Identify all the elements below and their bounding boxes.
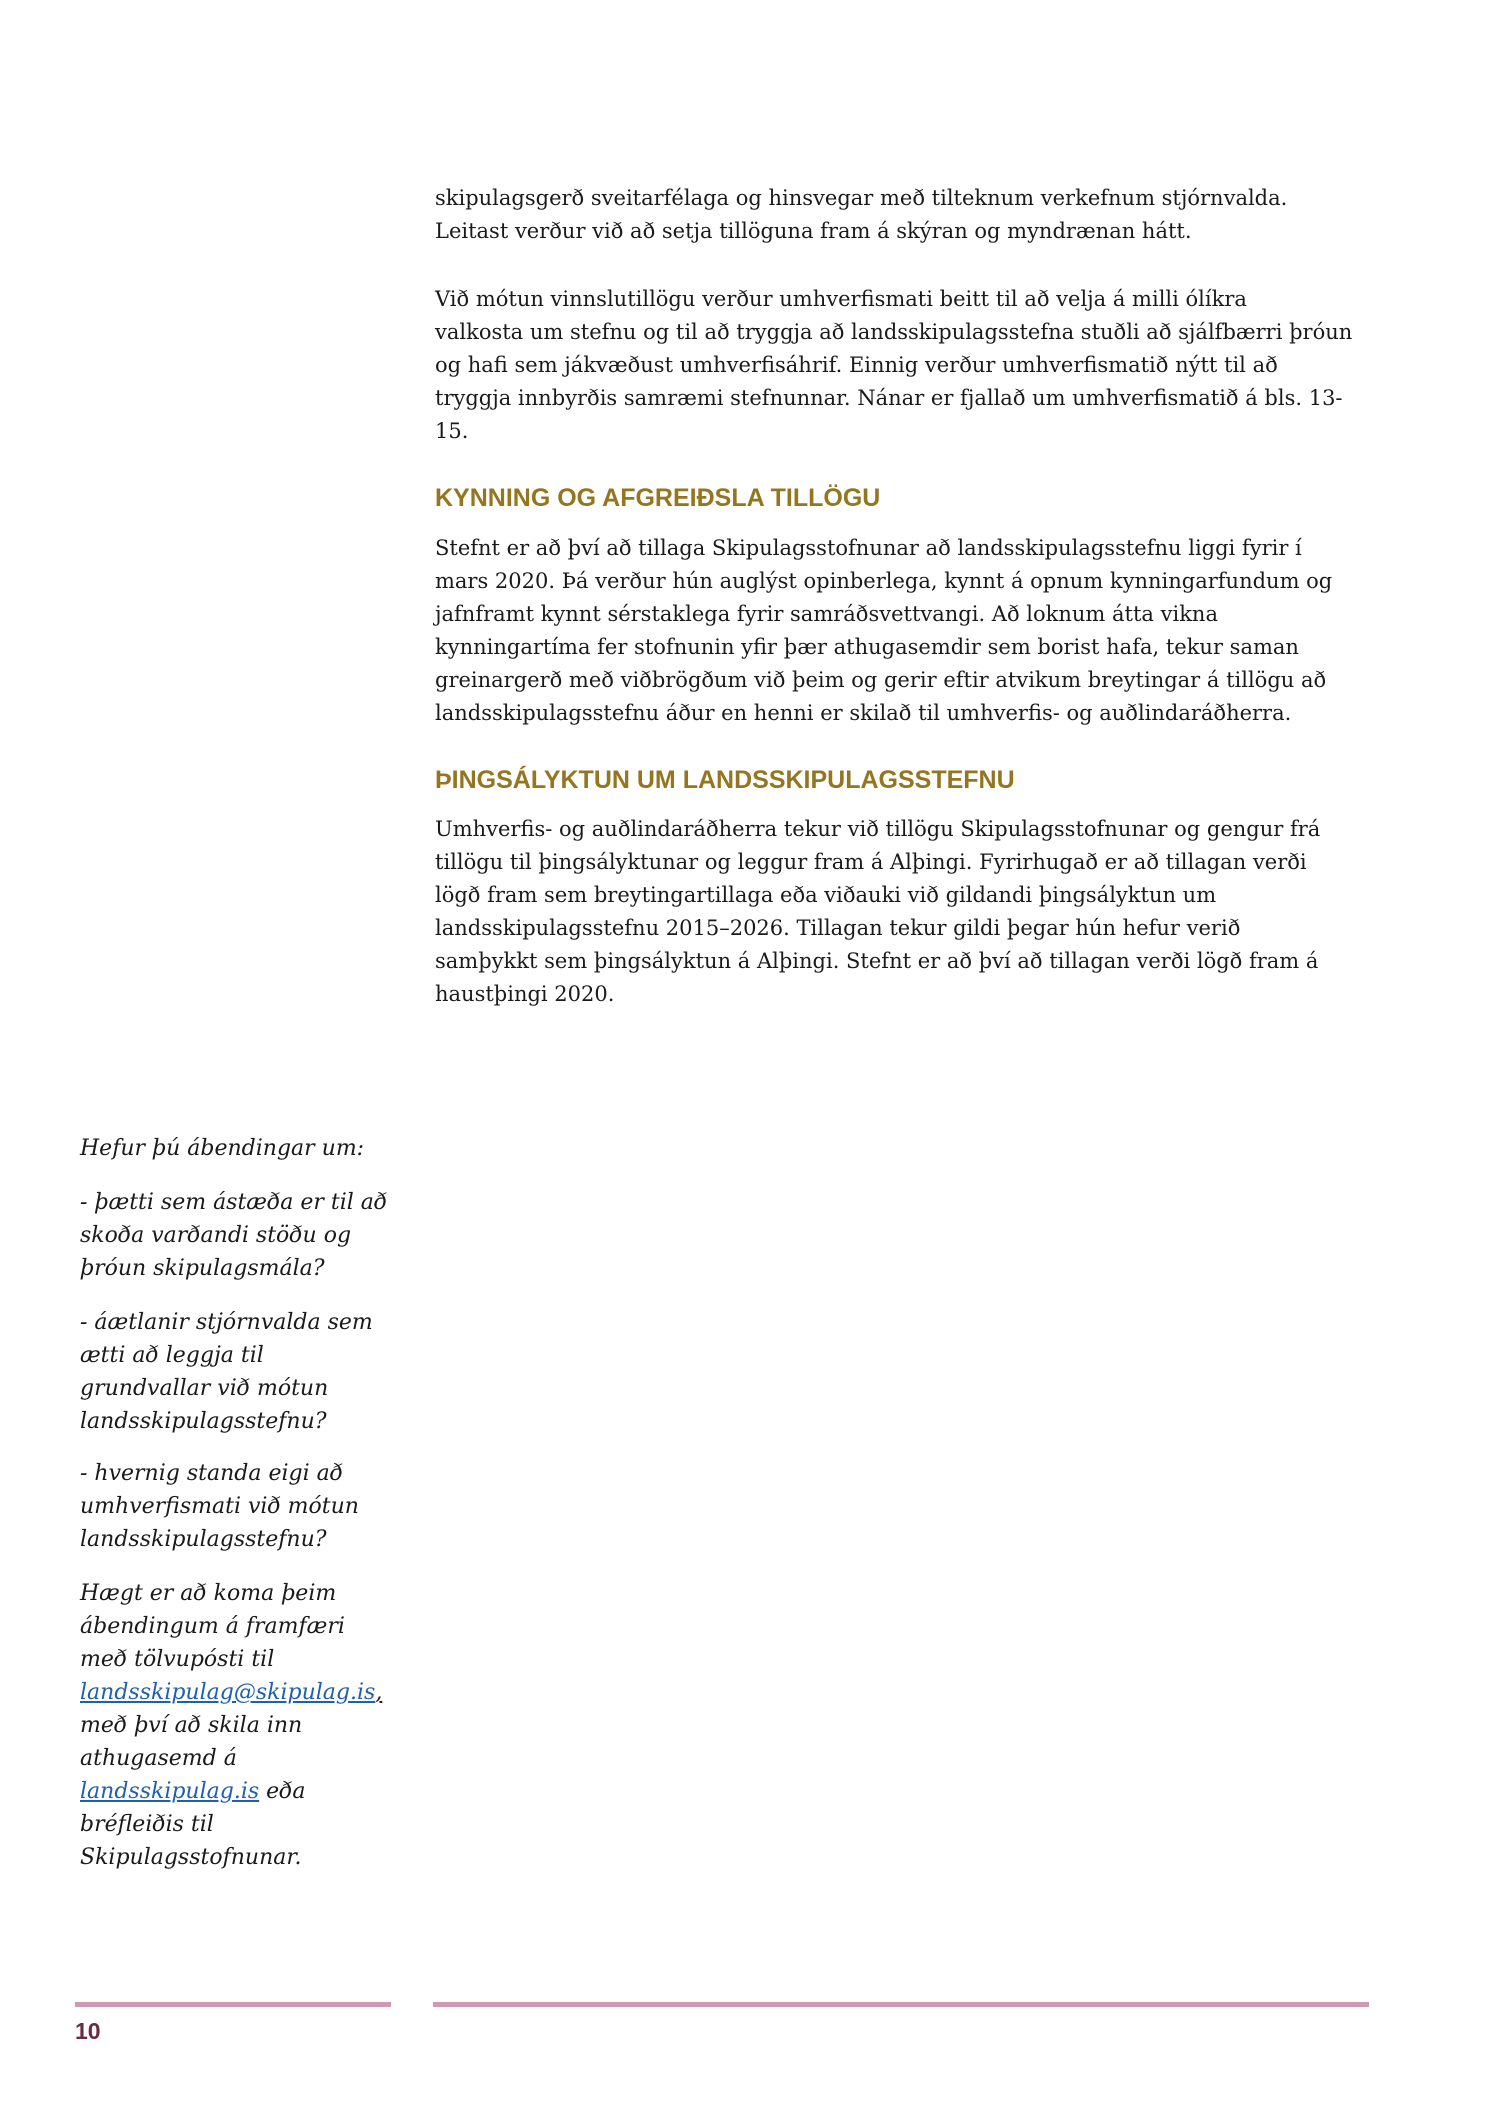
text: eða: [259, 1779, 306, 1804]
paragraph-environmental-assessment: [435, 283, 1395, 448]
line: Hægt er að koma þeim: [80, 1581, 337, 1606]
website-link[interactable]: landsskipulag.is: [80, 1779, 260, 1804]
line: [80, 1676, 400, 1709]
comma: ,: [375, 1680, 383, 1705]
line: haustþingi 2020.: [435, 982, 615, 1006]
line: Leitast verður við að setja tillöguna fram á skýran og myndrænan hátt.: [435, 219, 1192, 243]
line: - hvernig standa eigi að: [80, 1461, 343, 1486]
line: Skipulagsstofnunar.: [80, 1845, 302, 1870]
line: með tölvupósti til: [80, 1647, 275, 1672]
line: landsskipulagsstefnu?: [80, 1409, 327, 1434]
line: grundvallar við mótun: [80, 1376, 329, 1401]
line: kynningartíma fer stofnunin yfir þær athugasemdir sem borist hafa, tekur saman: [435, 635, 1299, 659]
line: 15.: [435, 419, 469, 443]
line: jafnframt kynnt sérstaklega fyrir samráðsvettvangi. Að loknum átta vikna: [435, 602, 1218, 626]
line: - áætlanir stjórnvalda sem: [80, 1310, 373, 1335]
line: bréfleiðis til: [80, 1812, 214, 1837]
line: Stefnt er að því að tillaga Skipulagsstofnunar að landsskipulagsstefnu liggi fyrir í: [435, 536, 1302, 560]
line: landsskipulagsstefnu 2015–2026. Tillagan tekur gildi þegar hún hefur verið: [435, 916, 1241, 940]
email-link[interactable]: landsskipulag@skipulag.is: [80, 1680, 376, 1705]
paragraph-intro: [435, 182, 1395, 248]
line: þróun skipulagsmála?: [80, 1256, 325, 1281]
footer-rule-right: [433, 2002, 1369, 2007]
sidebar-contact: [80, 1577, 400, 1874]
line: Umhverfis- og auðlindaráðherra tekur við tillögu Skipulagsstofnunar og gengur frá: [435, 817, 1321, 841]
paragraph-kynning: [435, 532, 1395, 730]
sidebar-question-2: [80, 1306, 400, 1438]
line: skoða varðandi stöðu og: [80, 1223, 352, 1248]
section-heading-thingsalyktun: ÞINGSÁLYKTUN UM LANDSSKIPULAGSSTEFNU: [435, 766, 1015, 794]
sidebar-intro: [80, 1132, 400, 1165]
line: Við mótun vinnslutillögu verður umhverfismati beitt til að velja á milli ólíkra: [435, 287, 1247, 311]
page-number: 10: [75, 2018, 101, 2044]
line: - þætti sem ástæða er til að: [80, 1190, 388, 1215]
footer-rule-left: [75, 2002, 391, 2007]
sidebar-question-3: [80, 1457, 400, 1556]
line: umhverfismati við mótun: [80, 1494, 359, 1519]
line: og hafi sem jákvæðust umhverfisáhrif. Einnig verður umhverfismatið nýtt til að: [435, 353, 1278, 377]
line: valkosta um stefnu og til að tryggja að landsskipulagsstefna stuðli að sjálfbærri þróun: [435, 320, 1353, 344]
line: [80, 1775, 400, 1808]
line: greinargerð með viðbrögðum við þeim og gerir eftir atvikum breytingar á tillögu að: [435, 668, 1327, 692]
section-heading-kynning: KYNNING OG AFGREIÐSLA TILLÖGU: [435, 484, 881, 512]
line: lögð fram sem breytingartillaga eða viðauki við gildandi þingsályktun um: [435, 883, 1217, 907]
line: tillögu til þingsályktunar og leggur fram á Alþingi. Fyrirhugað er að tillagan verði: [435, 850, 1307, 874]
line: ætti að leggja til: [80, 1343, 264, 1368]
line: landsskipulagsstefnu áður en henni er skilað til umhverfis- og auðlindaráðherra.: [435, 701, 1292, 725]
paragraph-thingsalyktun: [435, 813, 1395, 1011]
line: Hefur þú ábendingar um:: [80, 1136, 365, 1161]
line: ábendingum á framfæri: [80, 1614, 345, 1639]
line: skipulagsgerð sveitarfélaga og hinsvegar með tilteknum verkefnum stjórnvalda.: [435, 186, 1288, 210]
line: með því að skila inn: [80, 1713, 303, 1738]
sidebar-question-1: [80, 1186, 400, 1285]
line: mars 2020. Þá verður hún auglýst opinberlega, kynnt á opnum kynningarfundum og: [435, 569, 1333, 593]
line: landsskipulagsstefnu?: [80, 1527, 327, 1552]
line: tryggja innbyrðis samræmi stefnunnar. Nánar er fjallað um umhverfismatið á bls. 13-: [435, 386, 1343, 410]
line: athugasemd á: [80, 1746, 237, 1771]
line: samþykkt sem þingsályktun á Alþingi. Stefnt er að því að tillagan verði lögð fram á: [435, 949, 1319, 973]
